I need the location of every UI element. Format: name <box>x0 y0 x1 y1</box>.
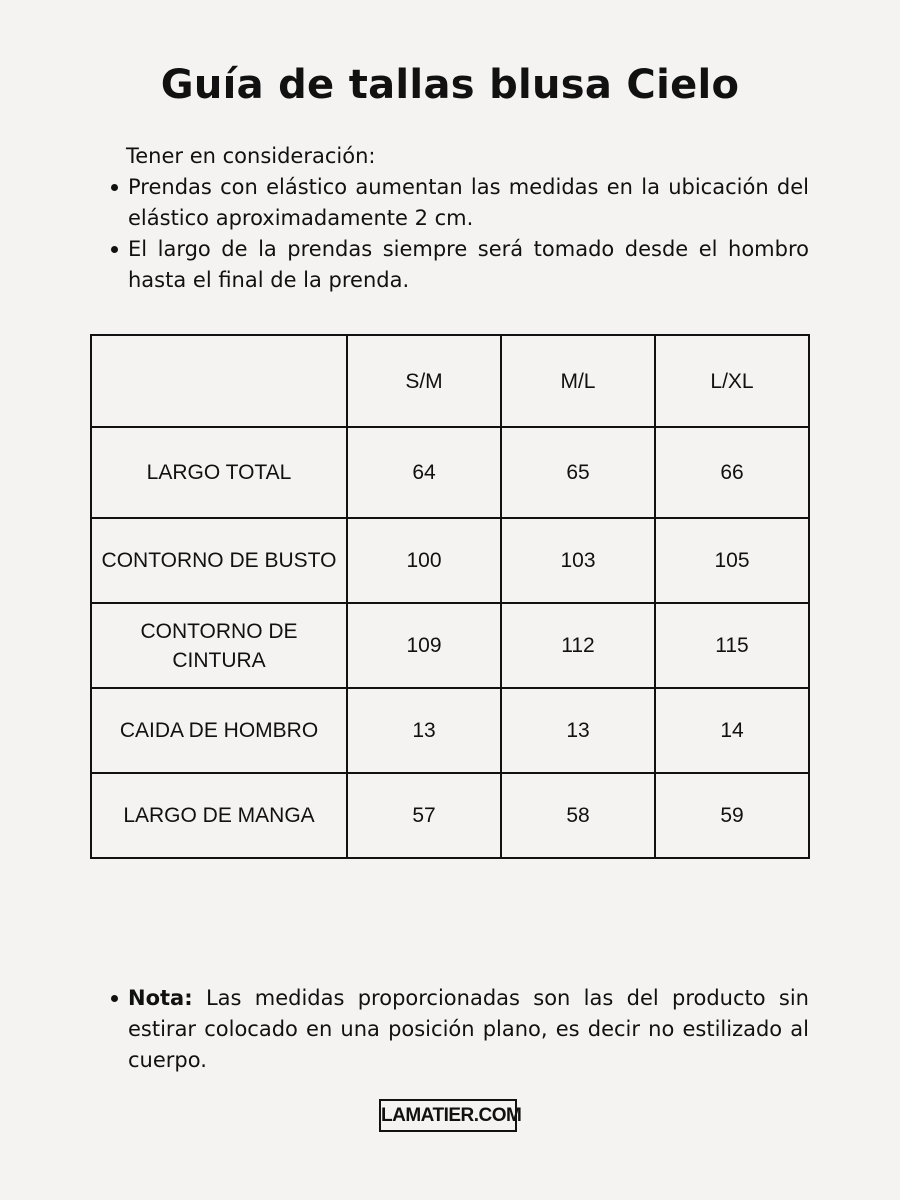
table-cell: 115 <box>655 603 809 688</box>
table-cell: 64 <box>347 427 501 518</box>
note-label: Nota: <box>128 986 193 1010</box>
table-header-size: L/XL <box>655 335 809 427</box>
table-cell: 13 <box>501 688 655 773</box>
table-cell: 14 <box>655 688 809 773</box>
table-cell: 59 <box>655 773 809 858</box>
note-list <box>128 983 809 1076</box>
table-cell: 58 <box>501 773 655 858</box>
considerations-heading: Tener en consideración: <box>126 144 376 168</box>
row-label: LARGO TOTAL <box>91 427 347 518</box>
considerations-list <box>128 172 809 296</box>
list-item: El largo de la prendas siempre será tomado desde el hombro hasta el final de la prenda. <box>128 234 809 296</box>
table-row <box>91 603 809 688</box>
table-cell: 105 <box>655 518 809 603</box>
table-cell: 100 <box>347 518 501 603</box>
note-item <box>128 983 809 1076</box>
row-label: CAIDA DE HOMBRO <box>91 688 347 773</box>
table-header-row <box>91 335 809 427</box>
table-cell: 66 <box>655 427 809 518</box>
table-header-size: M/L <box>501 335 655 427</box>
table-cell: 112 <box>501 603 655 688</box>
list-item: Prendas con elástico aumentan las medidas en la ubicación del elástico aproximadamente 2 cm. <box>128 172 809 234</box>
table-row <box>91 427 809 518</box>
row-label: LARGO DE MANGA <box>91 773 347 858</box>
table-cell: 13 <box>347 688 501 773</box>
row-label: CONTORNO DE BUSTO <box>91 518 347 603</box>
table-cell: 65 <box>501 427 655 518</box>
row-label: CONTORNO DE CINTURA <box>91 603 347 688</box>
table-cell: 109 <box>347 603 501 688</box>
table-header-size: S/M <box>347 335 501 427</box>
note-text: Las medidas proporcionadas son las del producto sin estirar colocado en una posición plano, es decir no estilizado al cuerpo. <box>128 986 809 1072</box>
page-title: Guía de tallas blusa Cielo <box>160 62 740 108</box>
size-table <box>90 334 810 859</box>
table-cell: 103 <box>501 518 655 603</box>
brand-logo: LAMATIER.COM <box>379 1099 517 1132</box>
table-header-cell <box>91 335 347 427</box>
table-row <box>91 518 809 603</box>
table-cell: 57 <box>347 773 501 858</box>
table-row <box>91 773 809 858</box>
table-row <box>91 688 809 773</box>
